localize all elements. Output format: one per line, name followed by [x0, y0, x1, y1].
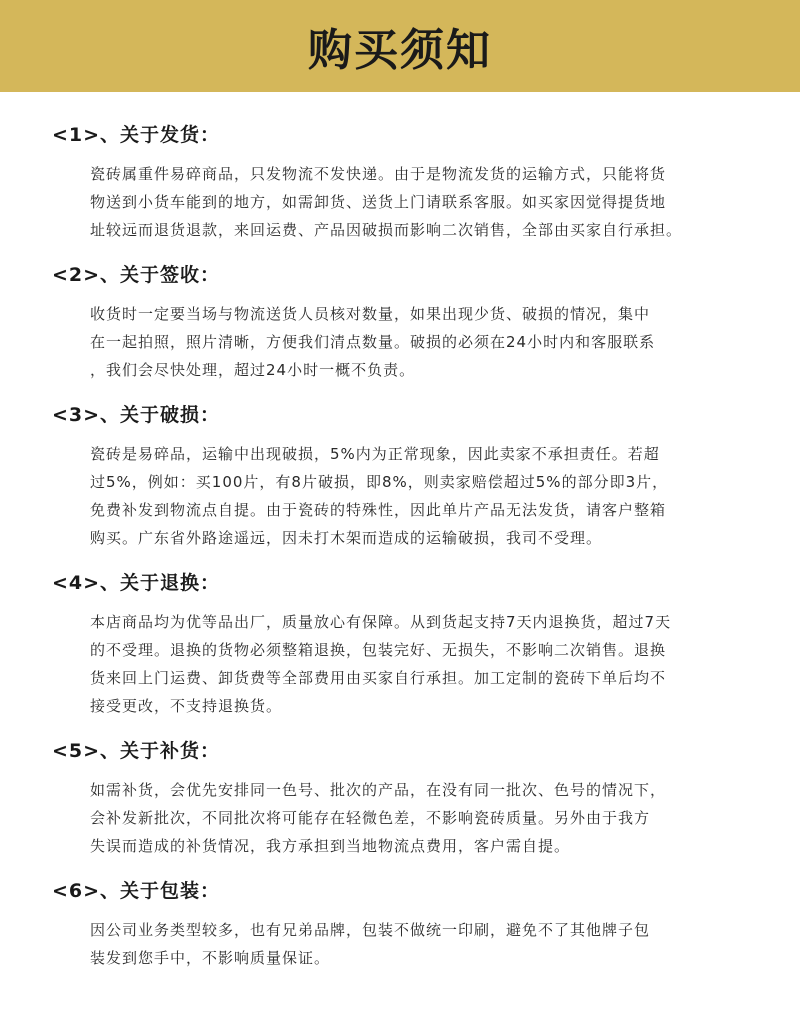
section-damage	[0, 402, 800, 552]
body-line: 瓷砖属重件易碎商品，只发物流不发快递。由于是物流发货的运输方式，只能将货	[90, 165, 667, 183]
body-line: 接受更改，不支持退换货。	[90, 697, 283, 715]
body-line: 失误而造成的补货情况，我方承担到当地物流点费用，客户需自提。	[90, 837, 571, 855]
body-line: 免费补发到物流点自提。由于瓷砖的特殊性，因此单片产品无法发货，请客户整箱	[90, 501, 667, 519]
section-body	[90, 300, 760, 384]
section-body	[90, 776, 760, 860]
section-title: <1>、关于发货：	[52, 124, 221, 146]
body-line: ，我们会尽快处理，超过24小时一概不负责。	[90, 361, 416, 379]
section-title: <2>、关于签收：	[52, 264, 221, 286]
section-body	[90, 608, 760, 720]
body-line: 会补发新批次，不同批次将可能存在轻微色差，不影响瓷砖质量。另外由于我方	[90, 809, 651, 827]
section-shipping	[0, 122, 800, 244]
body-line: 因公司业务类型较多，也有兄弟品牌，包装不做统一印刷，避免不了其他牌子包	[90, 921, 651, 939]
body-line: 本店商品均为优等品出厂，质量放心有保障。从到货起支持7天内退换货，超过7天	[90, 613, 672, 631]
section-returns	[0, 570, 800, 720]
body-line: 瓷砖是易碎品，运输中出现破损，5%内为正常现象，因此卖家不承担责任。若超	[90, 445, 660, 463]
body-line: 如需补货，会优先安排同一色号、批次的产品，在没有同一批次、色号的情况下，	[90, 781, 667, 799]
body-line: 址较远而退货退款，来回运费、产品因破损而影响二次销售，全部由买家自行承担。	[90, 221, 683, 239]
page-title: 购买须知	[308, 25, 492, 76]
body-line: 购买。广东省外路途遥远，因未打木架而造成的运输破损，我司不受理。	[90, 529, 603, 547]
body-line: 过5%，例如：买100片，有8片破损，即8%，则卖家赔偿超过5%的部分即3片，	[90, 473, 669, 491]
body-line: 在一起拍照，照片清晰，方便我们清点数量。破损的必须在24小时内和客服联系	[90, 333, 656, 351]
body-line: 的不受理。退换的货物必须整箱退换，包装完好、无损失，不影响二次销售。退换	[90, 641, 667, 659]
body-line: 物送到小货车能到的地方，如需卸货、送货上门请联系客服。如买家因觉得提货地	[90, 193, 667, 211]
section-title: <5>、关于补货：	[52, 740, 221, 762]
section-restock	[0, 738, 800, 860]
section-receipt	[0, 262, 800, 384]
section-body	[90, 160, 760, 244]
section-title: <6>、关于包装：	[52, 880, 221, 902]
section-packaging	[0, 878, 800, 972]
body-line: 货来回上门运费、卸货费等全部费用由买家自行承担。加工定制的瓷砖下单后均不	[90, 669, 667, 687]
section-body	[90, 440, 760, 552]
body-line: 收货时一定要当场与物流送货人员核对数量，如果出现少货、破损的情况，集中	[90, 305, 651, 323]
section-body	[90, 916, 760, 972]
notice-content	[0, 92, 800, 972]
body-line: 装发到您手中，不影响质量保证。	[90, 949, 331, 967]
header-banner	[0, 0, 800, 92]
section-title: <4>、关于退换：	[52, 572, 221, 594]
section-title: <3>、关于破损：	[52, 404, 221, 426]
